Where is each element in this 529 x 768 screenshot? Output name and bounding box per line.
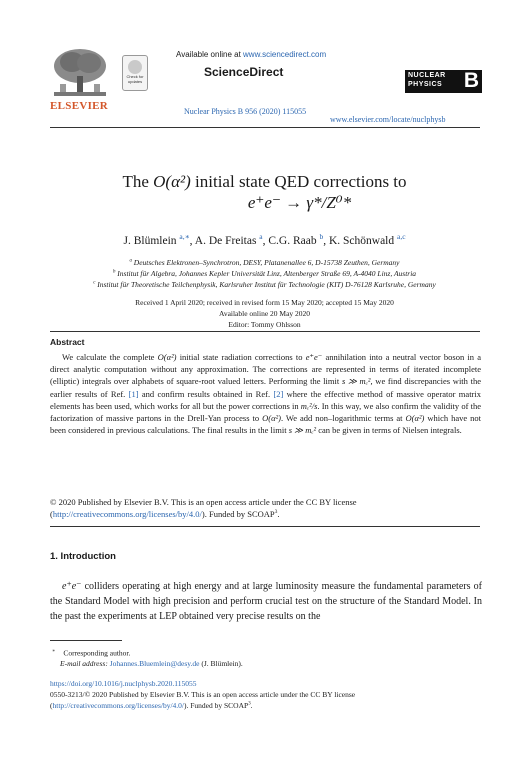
- publisher-name: ELSEVIER: [50, 100, 109, 112]
- abstract-license-link-line: (http://creativecommons.org/licenses/by/4.0/). Funded by SCOAP$^3$.: [50, 509, 280, 519]
- elsevier-tree-logo: [50, 46, 110, 108]
- abstract-heading: Abstract: [50, 337, 85, 347]
- footnote-divider: [50, 640, 122, 641]
- reference-2-link[interactable]: [2]: [273, 388, 284, 399]
- check-for-updates-badge[interactable]: [122, 55, 148, 91]
- email-address-note: E-mail address: Johannes.Bluemlein@desy.de (J. Blümlein).: [60, 659, 243, 668]
- doi-link: https://doi.org/10.1016/j.nuclphysb.2020.115055: [50, 679, 197, 688]
- abstract-top-divider: [50, 331, 480, 332]
- available-online-date: Available online 20 May 2020: [218, 309, 311, 318]
- reference-1-link[interactable]: [1]: [128, 388, 139, 399]
- issn-copyright-line: 0550-3213/© 2020 Published by Elsevier B.V. This is an open access article under the CC BY license: [50, 690, 356, 699]
- check-badge-label: Check for updates: [126, 74, 144, 84]
- sciencedirect-link[interactable]: www.sciencedirect.com: [243, 50, 327, 59]
- paper-title-line-1: The O(α²) initial state QED corrections to: [122, 172, 407, 191]
- author-email-link[interactable]: Johannes.Bluemlein@desy.de: [109, 659, 200, 668]
- available-online: Available online at www.sciencedirect.com: [176, 50, 327, 59]
- affiliation-b: $^b$ Institut für Algebra, Johannes Kepler Universität Linz, Altenberger Straße 69, A-4040 Linz, Austria: [112, 269, 417, 278]
- section-heading-introduction: 1. Introduction: [50, 551, 116, 562]
- editor-line: Editor: Tommy Ohlsson: [228, 320, 301, 329]
- affiliation-a: $^a$ Deutsches Elektronen–Synchrotron, DESY, Platanenallee 6, D-15738 Zeuthen, Germany: [129, 258, 400, 267]
- journal-url-link[interactable]: www.elsevier.com/locate/nuclphysb: [330, 115, 446, 124]
- bottom-cc-license-link[interactable]: http://creativecommons.org/licenses/by/4.0/: [52, 701, 185, 710]
- abstract-bottom-divider: [50, 526, 480, 527]
- paper-title-line-2: e⁺e⁻ → γ*/Z⁰*: [247, 193, 352, 212]
- affiliation-c: $^c$ Institut für Theoretische Teilchenphysik, Karlsruher Institut für Technologie (KIT) D-76128 Karlsruhe, Germany: [93, 280, 436, 289]
- abstract-text: We calculate the complete O(α²) initial state radiation corrections to e⁺e⁻ annihilation into a neutral vector boson in a direct analytic computation without any approximation. The corrections are represented in terms of iterated incomplete (elliptic) integrals over alphabets of square-root valued letters. Performing the limit s ≫ mₑ², we find discrepancies with the earlier results of Ref. [1] and confirm results obtained in Ref. [2] where the effective method of massive operator matrix elements has been used, which works for all but the power corrections in mₑ²/s. In this way, we also confirm the validity of the factorization of massive partons in the Drell-Yan process to O(α²). We add non–logarithmic terms at O(α²) which have not been considered in previous calculations. The final results in the limit s ≫ mₑ² can be given in terms of Nielsen integrals.: [50, 352, 482, 436]
- check-updates-icon: [128, 60, 142, 74]
- journal-reference[interactable]: Nuclear Physics B 956 (2020) 115055: [184, 107, 307, 116]
- corresponding-author-note: ∗ Corresponding author.: [52, 648, 131, 658]
- abstract-license-line: © 2020 Published by Elsevier B.V. This is an open access article under the CC BY license: [50, 497, 357, 507]
- cc-license-link[interactable]: http://creativecommons.org/licenses/by/4.0/: [52, 509, 202, 519]
- received-dates: Received 1 April 2020; received in revised form 15 May 2020; accepted 15 May 2020: [135, 298, 394, 307]
- introduction-paragraph: e⁺e⁻ colliders operating at high energy and at large luminosity measure the fundamental parameters of the Standard Model with high precision and perform crucial test on the structure of the Standard Model. In the past the experiments at LEP obtained very precise results on the: [50, 581, 482, 623]
- author-list: J. Blümlein $^{a,∗}$, A. De Freitas $^a$, C.G. Raab $^b$, K. Schönwald $^{a,c}$: [123, 232, 406, 247]
- bottom-license-line: (http://creativecommons.org/licenses/by/4.0/). Funded by SCOAP$^3$.: [50, 701, 253, 710]
- sciencedirect-wordmark: ScienceDirect: [204, 65, 284, 79]
- nuclear-physics-b-logo: NUCLEAR PHYSICS B: [405, 70, 482, 93]
- header-divider: [50, 127, 480, 128]
